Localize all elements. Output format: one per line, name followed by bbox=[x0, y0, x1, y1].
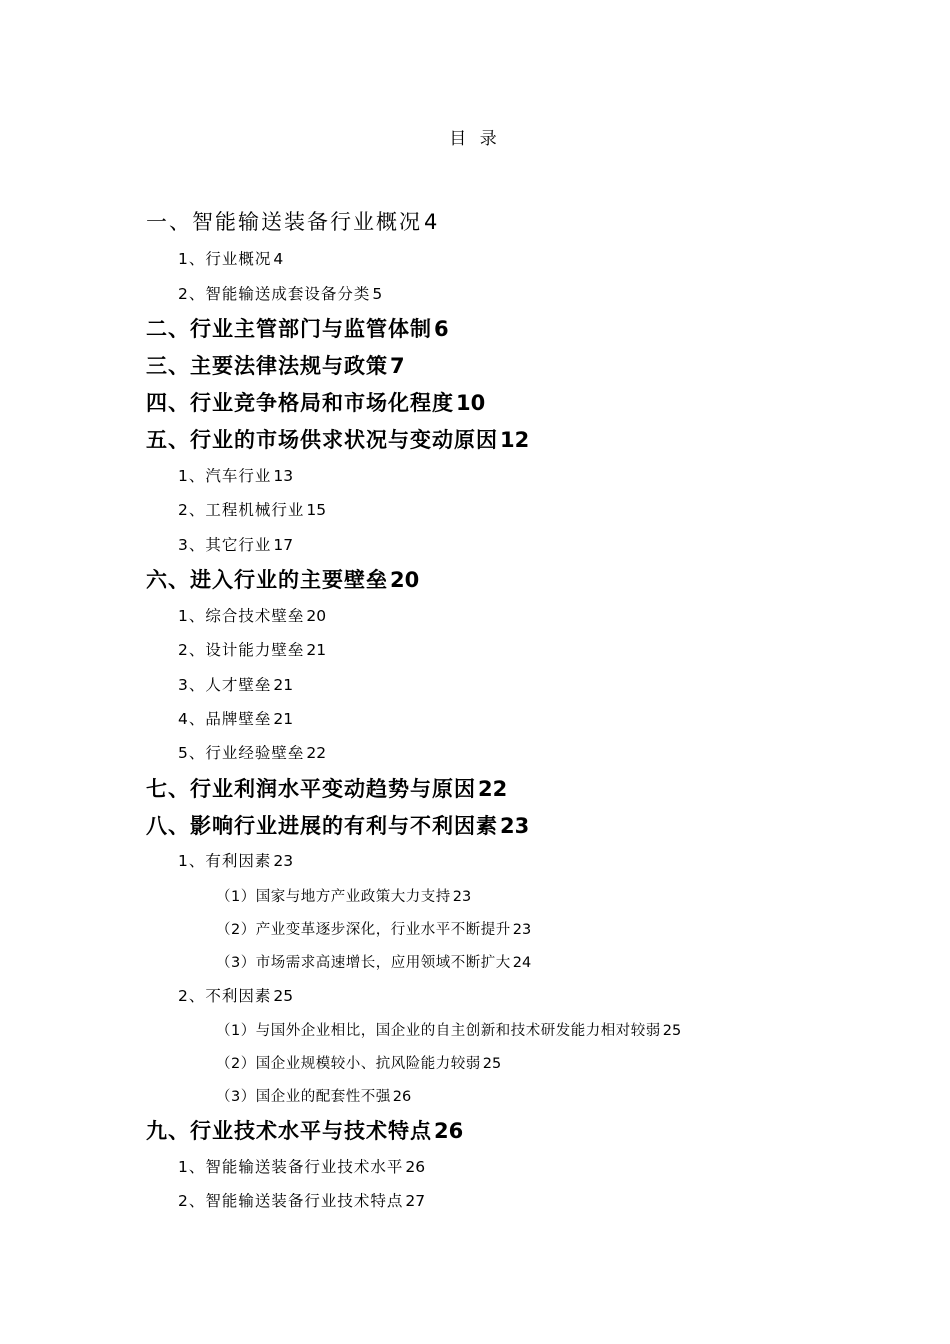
toc-entry-text: 2、智能输送装备行业技术特点 bbox=[178, 1192, 404, 1210]
toc-entry-text: 3、其它行业 bbox=[178, 536, 272, 554]
toc-entry[interactable] bbox=[178, 1155, 425, 1177]
toc-entry[interactable] bbox=[146, 564, 419, 594]
toc-entry-page: 17 bbox=[273, 536, 294, 554]
toc-entry-text: 八、影响行业进展的有利与不利因素 bbox=[146, 814, 498, 838]
toc-entry-page: 22 bbox=[306, 744, 327, 762]
toc-entry-page: 10 bbox=[456, 391, 486, 415]
toc-entry-page: 21 bbox=[273, 676, 294, 694]
toc-entry[interactable] bbox=[146, 350, 405, 380]
toc-entry[interactable] bbox=[178, 741, 326, 763]
toc-entry-page: 20 bbox=[306, 607, 327, 625]
toc-entry-text: 4、品牌壁垒 bbox=[178, 710, 272, 728]
toc-entry-page: 20 bbox=[390, 568, 420, 592]
toc-entry-page: 22 bbox=[478, 777, 508, 801]
toc-entry[interactable] bbox=[178, 673, 293, 695]
toc-entry-text: 3、人才壁垒 bbox=[178, 676, 272, 694]
toc-entry-page: 21 bbox=[306, 641, 327, 659]
toc-entry-page: 5 bbox=[372, 285, 383, 303]
toc-entry-page: 12 bbox=[500, 428, 530, 452]
toc-entry[interactable] bbox=[216, 1052, 501, 1073]
toc-entry-text: 1、综合技术壁垒 bbox=[178, 607, 305, 625]
toc-entry-text: （1）国家与地方产业政策大力支持 bbox=[216, 889, 451, 905]
toc-entry-text: 2、智能输送成套设备分类 bbox=[178, 285, 371, 303]
toc-entry[interactable] bbox=[178, 849, 293, 871]
toc-entry-text: （3）市场需求高速增长，应用领域不断扩大 bbox=[216, 955, 511, 971]
toc-entry[interactable] bbox=[146, 1115, 463, 1145]
toc-entry-text: 一、智能输送装备行业概况 bbox=[146, 210, 422, 234]
toc-entry[interactable] bbox=[216, 1019, 681, 1040]
toc-entry-text: 五、行业的市场供求状况与变动原因 bbox=[146, 428, 498, 452]
toc-entry-text: （3）国企业的配套性不强 bbox=[216, 1089, 391, 1105]
toc-entry[interactable] bbox=[178, 604, 326, 626]
toc-entry[interactable] bbox=[146, 424, 529, 454]
toc-entry-text: 1、行业概况 bbox=[178, 250, 272, 268]
toc-entry-text: 三、主要法律法规与政策 bbox=[146, 354, 388, 378]
toc-entry[interactable] bbox=[146, 773, 507, 803]
toc-entry[interactable] bbox=[178, 498, 326, 520]
toc-entry[interactable] bbox=[178, 282, 382, 304]
toc-entry-text: 九、行业技术水平与技术特点 bbox=[146, 1119, 432, 1143]
toc-entry[interactable] bbox=[178, 984, 293, 1006]
toc-entry-text: 1、智能输送装备行业技术水平 bbox=[178, 1158, 404, 1176]
toc-entry-page: 23 bbox=[512, 922, 532, 938]
toc-entry-page: 4 bbox=[273, 250, 284, 268]
toc-entry-page: 23 bbox=[500, 814, 530, 838]
toc-entry[interactable] bbox=[216, 1085, 411, 1106]
toc-entry-page: 27 bbox=[405, 1192, 426, 1210]
toc-entry[interactable] bbox=[216, 885, 471, 906]
toc-entry-page: 26 bbox=[405, 1158, 426, 1176]
toc-entry-text: 2、工程机械行业 bbox=[178, 501, 305, 519]
toc-entry-page: 15 bbox=[306, 501, 327, 519]
toc-entry-text: 二、行业主管部门与监管体制 bbox=[146, 317, 432, 341]
toc-entry[interactable] bbox=[178, 707, 293, 729]
toc-entry-page: 21 bbox=[273, 710, 294, 728]
toc-entry[interactable] bbox=[146, 387, 485, 417]
toc-entry-page: 25 bbox=[482, 1056, 502, 1072]
toc-entry-text: 四、行业竞争格局和市场化程度 bbox=[146, 391, 454, 415]
toc-entry-page: 25 bbox=[273, 987, 294, 1005]
toc-entry-page: 6 bbox=[434, 317, 449, 341]
toc-entry[interactable] bbox=[178, 247, 283, 269]
toc-entry[interactable] bbox=[178, 533, 293, 555]
toc-entry-page: 4 bbox=[424, 210, 438, 234]
toc-entry[interactable] bbox=[178, 464, 293, 486]
toc-entry-text: 1、汽车行业 bbox=[178, 467, 272, 485]
toc-entry-page: 25 bbox=[662, 1023, 682, 1039]
toc-entry-text: 六、进入行业的主要壁垒 bbox=[146, 568, 388, 592]
toc-entry-page: 23 bbox=[273, 852, 294, 870]
toc-entry-page: 13 bbox=[273, 467, 294, 485]
toc-title: 目 录 bbox=[449, 129, 501, 149]
toc-entry-text: 2、设计能力壁垒 bbox=[178, 641, 305, 659]
toc-entry[interactable] bbox=[216, 951, 531, 972]
toc-entry[interactable] bbox=[178, 1189, 425, 1211]
toc-entry-page: 24 bbox=[512, 955, 532, 971]
toc-entry-text: （2）产业变革逐步深化，行业水平不断提升 bbox=[216, 922, 511, 938]
toc-entry-text: 1、有利因素 bbox=[178, 852, 272, 870]
toc-entry-page: 7 bbox=[390, 354, 405, 378]
toc-entry[interactable] bbox=[146, 313, 449, 343]
toc-entry-text: 七、行业利润水平变动趋势与原因 bbox=[146, 777, 476, 801]
toc-entry-page: 26 bbox=[434, 1119, 464, 1143]
toc-entry[interactable] bbox=[146, 810, 529, 840]
toc-entry-page: 26 bbox=[392, 1089, 412, 1105]
toc-entry[interactable] bbox=[146, 206, 437, 236]
toc-entry-text: （2）国企业规模较小、抗风险能力较弱 bbox=[216, 1056, 481, 1072]
toc-entry-text: 5、行业经验壁垒 bbox=[178, 744, 305, 762]
toc-entry-text: （1）与国外企业相比，国企业的自主创新和技术研发能力相对较弱 bbox=[216, 1023, 661, 1039]
toc-entry[interactable] bbox=[216, 918, 531, 939]
toc-entry-page: 23 bbox=[452, 889, 472, 905]
toc-entry[interactable] bbox=[178, 638, 326, 660]
toc-entry-text: 2、不利因素 bbox=[178, 987, 272, 1005]
